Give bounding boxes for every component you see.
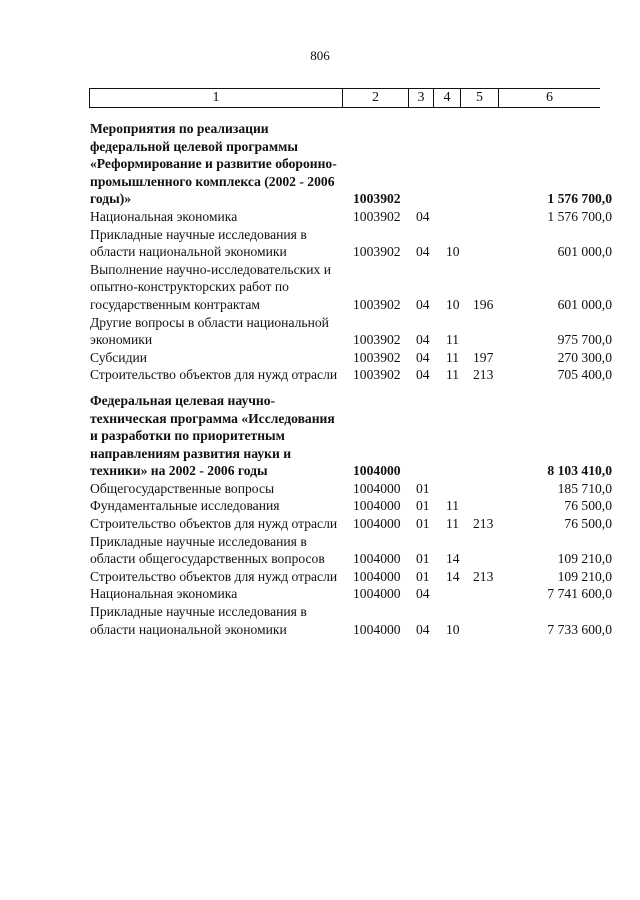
row-values (0, 515, 640, 533)
row-values (0, 366, 640, 384)
row-values (0, 208, 640, 226)
table-row (0, 603, 640, 638)
row-code: 1004000 (353, 586, 401, 602)
row-code: 1004000 (353, 498, 401, 514)
table-row (0, 585, 640, 603)
row-name: Строительство объектов для нужд отрасли (90, 516, 338, 532)
row-name: Национальная экономика (90, 586, 238, 602)
row-code: 1003902 (353, 332, 401, 348)
row-name: Федеральная целевая научно-техническая программа «Исследования и разработки по приоритетным направлениям развития науки и техники» на 2002 - 2006 годы (90, 392, 335, 479)
row-code: 1004000 (353, 551, 401, 567)
table-row (0, 533, 640, 568)
table-row (0, 480, 640, 498)
row-values (0, 349, 640, 367)
row-code: 1003902 (353, 349, 401, 365)
row-code: 1004000 (353, 568, 401, 584)
row-section: 04 (416, 621, 430, 637)
row-name: Общегосударственные вопросы (90, 480, 275, 496)
header-col-3: 3 (408, 89, 433, 107)
row-values (0, 296, 640, 314)
row-values (0, 621, 640, 639)
row-section: 01 (416, 568, 430, 584)
row-expense-type: 196 (473, 296, 494, 312)
row-amount: 7 733 600,0 (547, 621, 612, 637)
row-expense-type: 213 (473, 367, 494, 383)
header-col-5: 5 (460, 89, 498, 107)
row-code: 1004000 (353, 463, 401, 479)
row-section: 04 (416, 367, 430, 383)
row-values (0, 331, 640, 349)
table-row (0, 314, 640, 349)
row-name: Субсидии (90, 349, 148, 365)
row-values (0, 550, 640, 568)
table-row (0, 568, 640, 586)
row-amount: 7 741 600,0 (547, 586, 612, 602)
row-values (0, 462, 640, 480)
row-code: 1003902 (353, 367, 401, 383)
row-name: Строительство объектов для нужд отрасли (90, 367, 338, 383)
row-amount: 76 500,0 (564, 498, 612, 514)
table-row (0, 497, 640, 515)
row-subsection: 11 (446, 516, 460, 532)
row-expense-type: 213 (473, 568, 494, 584)
row-values (0, 243, 640, 261)
row-section: 01 (416, 551, 430, 567)
header-col-1: 1 (89, 89, 342, 107)
row-section: 01 (416, 480, 430, 496)
row-subsection: 10 (446, 621, 460, 637)
row-amount: 1 576 700,0 (547, 208, 612, 224)
row-subsection: 14 (446, 568, 460, 584)
row-subsection: 11 (446, 498, 460, 514)
row-values (0, 568, 640, 586)
table-row (0, 226, 640, 261)
row-name: Строительство объектов для нужд отрасли (90, 568, 338, 584)
row-code: 1003902 (353, 244, 401, 260)
row-subsection: 11 (446, 367, 460, 383)
row-section: 01 (416, 498, 430, 514)
row-code: 1004000 (353, 480, 401, 496)
row-subsection: 14 (446, 551, 460, 567)
row-section: 04 (416, 332, 430, 348)
row-code: 1004000 (353, 516, 401, 532)
row-amount: 109 210,0 (557, 551, 612, 567)
row-name: Прикладные научные исследования в области общегосударственных вопросов (90, 533, 325, 567)
row-amount: 185 710,0 (557, 480, 612, 496)
row-amount: 705 400,0 (557, 367, 612, 383)
row-values (0, 480, 640, 498)
row-amount: 76 500,0 (564, 516, 612, 532)
page-number: 806 (310, 48, 330, 63)
row-amount: 109 210,0 (557, 568, 612, 584)
row-code: 1003902 (353, 296, 401, 312)
row-name: Фундаментальные исследования (90, 498, 280, 514)
row-name: Национальная экономика (90, 208, 238, 224)
row-code: 1004000 (353, 621, 401, 637)
row-name: Прикладные научные исследования в области национальной экономики (90, 226, 307, 260)
table-row (0, 515, 640, 533)
header-col-6: 6 (498, 89, 600, 107)
table-row (0, 392, 640, 480)
row-name: Выполнение научно-исследовательских и опытно-конструкторских работ по государственным контрактам (90, 261, 331, 312)
row-subsection: 11 (446, 332, 460, 348)
row-name: Мероприятия по реализации федеральной целевой программы «Реформирование и развитие оборонно-промышленного комплекса (2002 - 2006 годы)» (90, 121, 337, 207)
row-section: 04 (416, 244, 430, 260)
table-header (89, 88, 600, 108)
table-row (0, 261, 640, 314)
header-col-2: 2 (342, 89, 408, 107)
table-row (0, 366, 640, 384)
table-row (0, 349, 640, 367)
row-code: 1003902 (353, 191, 401, 207)
row-section: 04 (416, 349, 430, 365)
header-col-4: 4 (433, 89, 460, 107)
row-amount: 1 576 700,0 (547, 191, 612, 207)
table-body (0, 120, 640, 638)
row-section: 01 (416, 516, 430, 532)
row-amount: 270 300,0 (557, 349, 612, 365)
row-expense-type: 213 (473, 516, 494, 532)
row-section: 04 (416, 296, 430, 312)
row-subsection: 11 (446, 349, 460, 365)
row-amount: 8 103 410,0 (547, 463, 612, 479)
table-row (0, 120, 640, 208)
row-values (0, 497, 640, 515)
row-amount: 601 000,0 (557, 296, 612, 312)
row-expense-type: 197 (473, 349, 494, 365)
row-code: 1003902 (353, 208, 401, 224)
row-values (0, 190, 640, 208)
row-subsection: 10 (446, 244, 460, 260)
row-amount: 601 000,0 (557, 244, 612, 260)
row-section: 04 (416, 586, 430, 602)
row-name: Другие вопросы в области национальной экономики (90, 314, 329, 348)
row-amount: 975 700,0 (557, 332, 612, 348)
row-subsection: 10 (446, 296, 460, 312)
row-values (0, 585, 640, 603)
row-name: Прикладные научные исследования в области национальной экономики (90, 604, 307, 637)
row-section: 04 (416, 208, 430, 224)
table-row (0, 208, 640, 226)
